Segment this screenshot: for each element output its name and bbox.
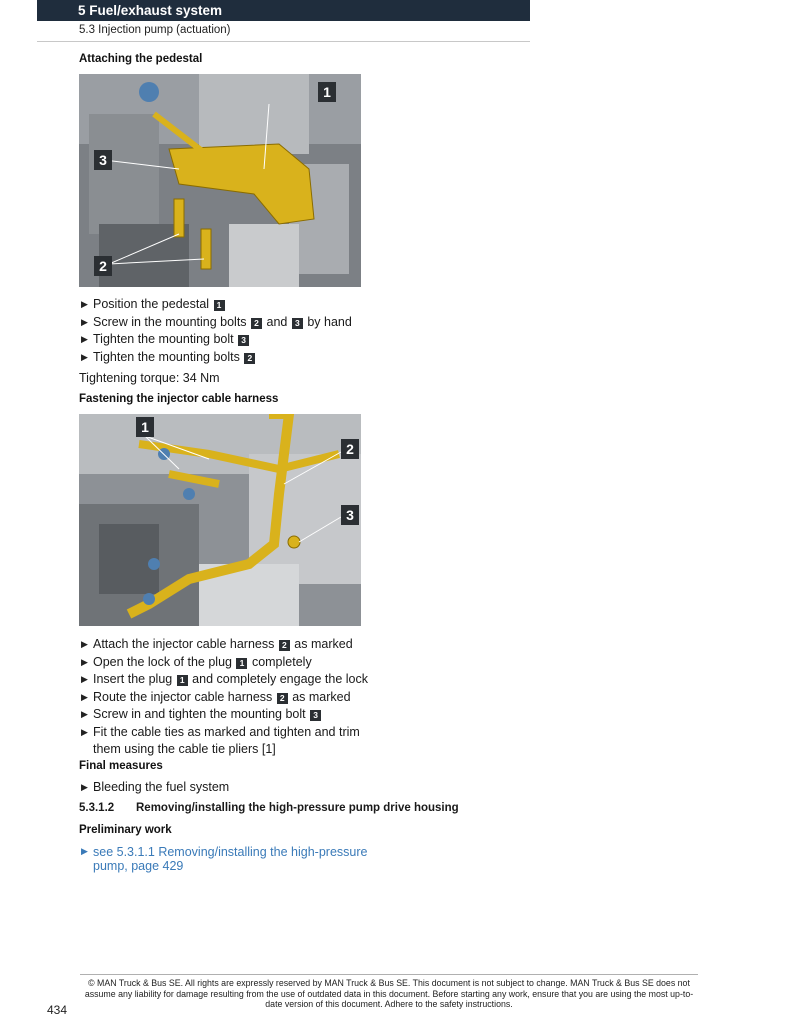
- item-number-badge: 2: [277, 693, 288, 704]
- bullet-arrow-icon: ▶: [81, 782, 88, 792]
- step-text: completely: [248, 654, 312, 669]
- chapter-header: [37, 0, 530, 21]
- pedestal-illustration: [79, 74, 361, 287]
- steps-final-measures: [81, 779, 229, 797]
- heading-fastening-harness: Fastening the injector cable harness: [79, 393, 279, 405]
- bullet-arrow-icon: ▶: [81, 316, 88, 327]
- step-text: Tighten the mounting bolts: [93, 349, 244, 364]
- step-item: [81, 636, 381, 654]
- callout-2-label: 2: [99, 258, 107, 274]
- step-item: [81, 314, 352, 332]
- bullet-arrow-icon: ▶: [81, 726, 88, 737]
- step-text: Bleeding the fuel system: [93, 780, 230, 794]
- section-title: Removing/installing the high-pressure pump drive housing: [136, 802, 459, 814]
- step-item: [81, 689, 381, 707]
- steps-preliminary-work: [81, 843, 381, 873]
- footer-divider: [80, 974, 698, 975]
- cable-harness-illustration: [79, 414, 361, 626]
- bullet-arrow-icon: ▶: [81, 299, 88, 309]
- bullet-arrow-icon: ▶: [81, 334, 88, 344]
- figure-pedestal: [79, 74, 361, 287]
- bullet-arrow-icon: ▶: [81, 639, 88, 649]
- bullet-arrow-icon: ▶: [81, 691, 88, 702]
- item-number-badge: 3: [292, 318, 303, 329]
- step-text: as marked: [288, 689, 351, 704]
- step-item: [81, 706, 381, 724]
- figure-cable-harness: [79, 414, 361, 626]
- step-text: Screw in and tighten the mounting bolt: [93, 707, 310, 721]
- step-item: [81, 349, 352, 367]
- steps-fastening-harness: [81, 636, 381, 759]
- callout-3-label: 3: [99, 152, 107, 168]
- cross-reference-text[interactable]: see 5.3.1.1 Removing/installing the high-pressure pump, page 429: [93, 845, 368, 873]
- item-number-badge: 2: [251, 318, 262, 329]
- bullet-arrow-icon: ▶: [81, 709, 88, 719]
- item-number-badge: 1: [214, 300, 225, 311]
- step-item: [81, 331, 352, 349]
- step-item: [81, 654, 381, 672]
- footer-copyright: © MAN Truck & Bus SE. All rights are expressly reserved by MAN Truck & Bus SE. This document is not subject to change. MAN Truck & Bus SE does not assume any liability for damage resulting from the use of outdated data in this document. Before starting any work, ensure that you are using the most up-to-date version of this document. Adhere to the safety instructions.: [84, 978, 694, 1010]
- chapter-title: 5 Fuel/exhaust system: [78, 3, 223, 18]
- step-text: Open the lock of the plug: [93, 654, 236, 669]
- step-text: Attach the injector cable harness: [93, 637, 278, 651]
- step-item: [81, 779, 229, 797]
- item-number-badge: 2: [244, 353, 255, 364]
- cross-reference-link[interactable]: [81, 843, 381, 873]
- tightening-torque: Tightening torque: 34 Nm: [79, 371, 220, 385]
- step-text: and completely engage the lock: [188, 672, 368, 686]
- callout-2-label: 2: [346, 441, 354, 457]
- callout-3-label: 3: [346, 507, 354, 523]
- item-number-badge: 3: [310, 710, 321, 721]
- callout-1-label: 1: [141, 419, 149, 435]
- page-number: 434: [47, 1003, 68, 1017]
- step-text: Route the injector cable harness: [93, 689, 276, 704]
- bullet-arrow-icon: ▶: [81, 656, 88, 667]
- step-text: by hand: [303, 314, 352, 329]
- step-text: Position the pedestal: [93, 297, 213, 311]
- step-item: [81, 296, 352, 314]
- heading-attaching-pedestal: Attaching the pedestal: [79, 53, 203, 65]
- section-number: 5.3.1.2: [79, 802, 115, 814]
- step-item: [81, 724, 381, 759]
- step-text: as marked: [290, 637, 353, 651]
- header-divider: [37, 41, 530, 42]
- step-text: Screw in the mounting bolts: [93, 314, 251, 329]
- step-text: Tighten the mounting bolt: [93, 332, 238, 346]
- bullet-arrow-icon: ▶: [81, 351, 88, 362]
- step-item: [81, 671, 381, 689]
- section-subheader: 5.3 Injection pump (actuation): [79, 24, 231, 36]
- bullet-arrow-icon: ▶: [81, 846, 88, 856]
- steps-attaching-pedestal: [81, 296, 352, 366]
- step-text: Fit the cable ties as marked and tighten and trim them using the cable tie pliers [1]: [93, 724, 360, 756]
- heading-final-measures: Final measures: [79, 760, 163, 772]
- heading-preliminary-work: Preliminary work: [79, 824, 172, 836]
- item-number-badge: 3: [238, 335, 249, 346]
- item-number-badge: 1: [177, 675, 188, 686]
- callout-1-label: 1: [323, 84, 331, 100]
- step-text: Insert the plug: [93, 672, 176, 686]
- step-text: and: [263, 314, 291, 329]
- item-number-badge: 1: [236, 658, 247, 669]
- item-number-badge: 2: [279, 640, 290, 651]
- bullet-arrow-icon: ▶: [81, 674, 88, 684]
